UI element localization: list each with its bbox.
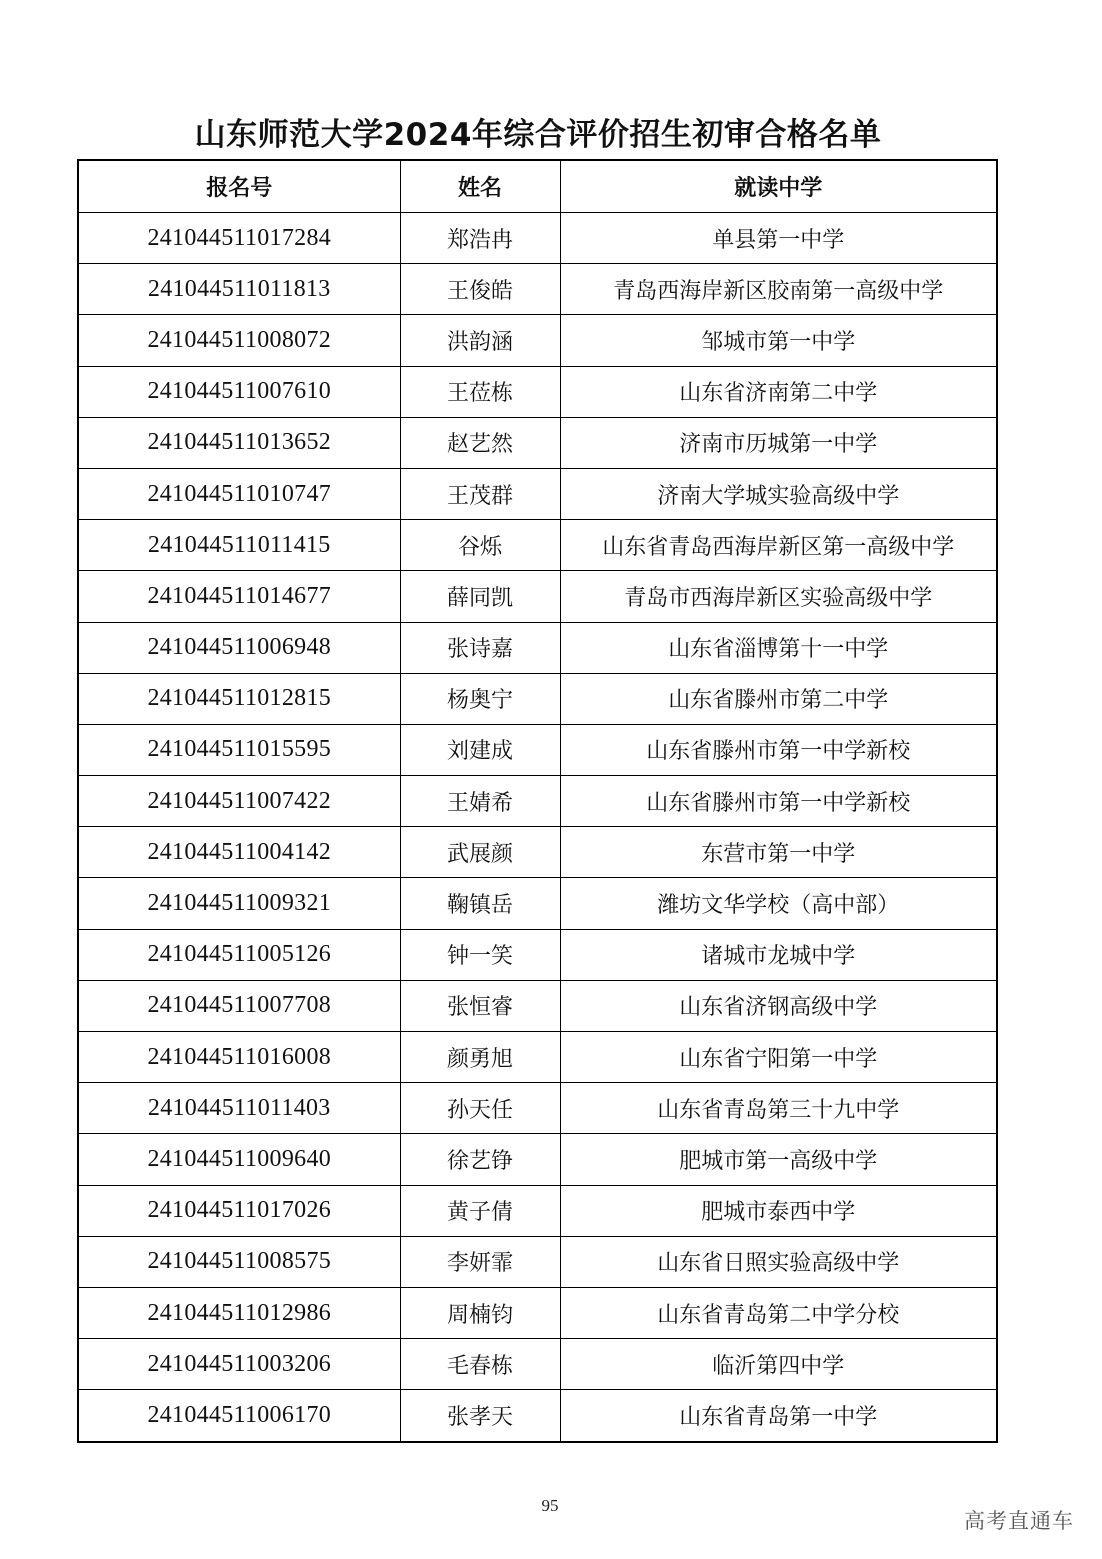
table-row — [78, 878, 997, 929]
table-row — [78, 827, 997, 878]
cell-school: 诸城市龙城中学 — [560, 929, 997, 980]
cell-student-name: 郑浩冉 — [400, 213, 560, 264]
cell-school: 山东省青岛第一中学 — [560, 1390, 997, 1442]
cell-student-name: 王莅栋 — [400, 366, 560, 417]
document-title: 山东师范大学2024年综合评价招生初审合格名单 — [194, 117, 882, 153]
cell-registration-number: 241044511011415 — [78, 520, 400, 571]
table-row — [78, 264, 997, 315]
header-name: 姓名 — [400, 160, 560, 213]
table-row — [78, 724, 997, 775]
table-row — [78, 213, 997, 264]
table-row — [78, 417, 997, 468]
cell-student-name: 张孝天 — [400, 1390, 560, 1442]
table-row — [78, 520, 997, 571]
table-row — [78, 1185, 997, 1236]
cell-registration-number: 241044511015595 — [78, 724, 400, 775]
cell-school: 济南市历城第一中学 — [560, 417, 997, 468]
cell-school: 青岛西海岸新区胶南第一高级中学 — [560, 264, 997, 315]
table-row — [78, 1134, 997, 1185]
cell-school: 山东省青岛西海岸新区第一高级中学 — [560, 520, 997, 571]
cell-registration-number: 241044511012815 — [78, 673, 400, 724]
admission-list-table — [77, 159, 998, 1443]
cell-school: 山东省淄博第十一中学 — [560, 622, 997, 673]
watermark: 高考直通车 — [964, 1509, 1074, 1533]
table-row — [78, 1083, 997, 1134]
cell-student-name: 武展颜 — [400, 827, 560, 878]
cell-student-name: 洪韵涵 — [400, 315, 560, 366]
cell-student-name: 赵艺然 — [400, 417, 560, 468]
cell-registration-number: 241044511008072 — [78, 315, 400, 366]
cell-school: 山东省滕州市第一中学新校 — [560, 776, 997, 827]
cell-registration-number: 241044511014677 — [78, 571, 400, 622]
cell-registration-number: 241044511011403 — [78, 1083, 400, 1134]
cell-registration-number: 241044511003206 — [78, 1339, 400, 1390]
cell-student-name: 王俊皓 — [400, 264, 560, 315]
cell-school: 山东省滕州市第一中学新校 — [560, 724, 997, 775]
cell-registration-number: 241044511006170 — [78, 1390, 400, 1442]
cell-school: 临沂第四中学 — [560, 1339, 997, 1390]
table-row — [78, 980, 997, 1031]
cell-student-name: 鞠镇岳 — [400, 878, 560, 929]
cell-registration-number: 241044511017026 — [78, 1185, 400, 1236]
table-row — [78, 1339, 997, 1390]
cell-registration-number: 241044511006948 — [78, 622, 400, 673]
table-row — [78, 571, 997, 622]
cell-student-name: 毛春栋 — [400, 1339, 560, 1390]
cell-school: 潍坊文华学校（高中部） — [560, 878, 997, 929]
cell-school: 邹城市第一中学 — [560, 315, 997, 366]
cell-registration-number: 241044511009321 — [78, 878, 400, 929]
cell-school: 肥城市泰西中学 — [560, 1185, 997, 1236]
cell-registration-number: 241044511010747 — [78, 468, 400, 519]
cell-registration-number: 241044511013652 — [78, 417, 400, 468]
table-header-row — [78, 160, 997, 213]
cell-registration-number: 241044511008575 — [78, 1236, 400, 1287]
cell-student-name: 杨奥宁 — [400, 673, 560, 724]
table-row — [78, 468, 997, 519]
cell-registration-number: 241044511012986 — [78, 1287, 400, 1338]
cell-school: 青岛市西海岸新区实验高级中学 — [560, 571, 997, 622]
table-row — [78, 366, 997, 417]
table-row — [78, 622, 997, 673]
header-registration-number: 报名号 — [78, 160, 400, 213]
table-row — [78, 1032, 997, 1083]
cell-school: 山东省日照实验高级中学 — [560, 1236, 997, 1287]
cell-registration-number: 241044511011813 — [78, 264, 400, 315]
cell-student-name: 李妍霏 — [400, 1236, 560, 1287]
table-body — [78, 213, 997, 1442]
cell-registration-number: 241044511007422 — [78, 776, 400, 827]
cell-school: 山东省青岛第三十九中学 — [560, 1083, 997, 1134]
cell-registration-number: 241044511017284 — [78, 213, 400, 264]
cell-student-name: 谷烁 — [400, 520, 560, 571]
cell-student-name: 颜勇旭 — [400, 1032, 560, 1083]
cell-student-name: 王茂群 — [400, 468, 560, 519]
table-row — [78, 1236, 997, 1287]
table-row — [78, 673, 997, 724]
cell-student-name: 黄子倩 — [400, 1185, 560, 1236]
cell-student-name: 王婧希 — [400, 776, 560, 827]
cell-student-name: 薛同凯 — [400, 571, 560, 622]
cell-registration-number: 241044511016008 — [78, 1032, 400, 1083]
cell-registration-number: 241044511004142 — [78, 827, 400, 878]
page-number: 95 — [541, 1496, 559, 1515]
cell-school: 山东省宁阳第一中学 — [560, 1032, 997, 1083]
cell-registration-number: 241044511009640 — [78, 1134, 400, 1185]
cell-registration-number: 241044511007610 — [78, 366, 400, 417]
cell-school: 肥城市第一高级中学 — [560, 1134, 997, 1185]
cell-school: 济南大学城实验高级中学 — [560, 468, 997, 519]
cell-school: 山东省青岛第二中学分校 — [560, 1287, 997, 1338]
cell-school: 山东省济南第二中学 — [560, 366, 997, 417]
table-row — [78, 929, 997, 980]
cell-school: 山东省济钢高级中学 — [560, 980, 997, 1031]
cell-school: 单县第一中学 — [560, 213, 997, 264]
cell-registration-number: 241044511007708 — [78, 980, 400, 1031]
table-row — [78, 1287, 997, 1338]
cell-student-name: 刘建成 — [400, 724, 560, 775]
cell-school: 东营市第一中学 — [560, 827, 997, 878]
cell-registration-number: 241044511005126 — [78, 929, 400, 980]
table-row — [78, 1390, 997, 1442]
cell-student-name: 徐艺铮 — [400, 1134, 560, 1185]
cell-student-name: 张诗嘉 — [400, 622, 560, 673]
cell-student-name: 孙天任 — [400, 1083, 560, 1134]
cell-student-name: 周楠钧 — [400, 1287, 560, 1338]
cell-student-name: 张恒睿 — [400, 980, 560, 1031]
cell-school: 山东省滕州市第二中学 — [560, 673, 997, 724]
table-row — [78, 315, 997, 366]
table-row — [78, 776, 997, 827]
cell-student-name: 钟一笑 — [400, 929, 560, 980]
header-school: 就读中学 — [560, 160, 997, 213]
